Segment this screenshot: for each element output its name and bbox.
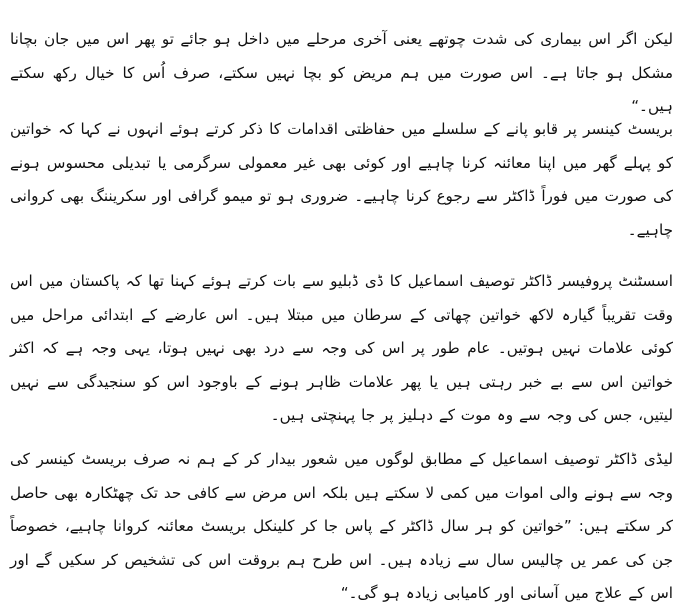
article-paragraph: بریسٹ کینسر پر قابو پانے کے سلسلے میں حفاظتی اقدامات کا ذکر کرتے ہوئے انہوں نے کہا کہ خواتین کو پہلے گھر میں اپنا معائنہ کرنا چاہیے اور کوئی بھی غیر معمولی سرگرمی یا تبدیلی محسوس ہونے کی صورت میں فوراً ڈاکٹر سے رجوع کرنا چاہیے۔ ضروری ہو تو میمو گرافی اور سکریننگ بھی کروانی چاہیے۔ xyxy=(10,120,673,239)
article-paragraph: اسسٹنٹ پروفیسر ڈاکٹر توصیف اسماعیل کا ڈی ڈبلیو سے بات کرتے ہوئے کہنا تھا کہ پاکستان میں اس وقت تقریباً گیارہ لاکھ خواتین چھاتی کے سرطان میں مبتلا ہیں۔ اس عارضے کے ابتدائی مراحل میں کوئی علامات نہیں ہوتیں۔ عام طور پر اس کی وجہ سے درد بھی نہیں ہوتا، یہی وجہ ہے کہ اکثر خواتین اس سے بے خبر رہتی ہیں یا پھر علامات ظاہر ہونے کے باوجود اس کو سنجیدگی سے نہیں لیتیں، جس کی وجہ سے وہ موت کے دہلیز پر جا پہنچتی ہیں۔ xyxy=(10,272,673,424)
article-body xyxy=(10,0,673,600)
article-paragraph: لیڈی ڈاکٹر توصیف اسماعیل کے مطابق لوگوں میں شعور بیدار کر کے ہم نہ صرف بریسٹ کینسر کی وجہ سے ہونے والی اموات میں کمی لا سکتے ہیں بلکہ اس مرض سے کافی حد تک چھٹکارہ بھی حاصل کر سکتے ہیں: ”خواتین کو ہر سال ڈاکٹر کے پاس جا کر کلینکل بریسٹ معائنہ کروانا چاہیے، خصوصاً جن کی عمر یں چالیس سال سے زیادہ ہیں۔ اس طرح ہم بروقت اس کی تشخیص کر سکیں گے اور اس کے علاج میں آسانی اور کامیابی زیادہ ہو گی۔“ xyxy=(10,450,673,602)
article-paragraph: لیکن اگر اس بیماری کی شدت چوتھے یعنی آخری مرحلے میں داخل ہو جائے تو پھر اس میں جان بچانا مشکل ہو جاتا ہے۔ اس صورت میں ہم مریض کو بچا نہیں سکتے، صرف اُس کا خیال رکھ سکتے ہیں۔“ xyxy=(10,30,673,115)
